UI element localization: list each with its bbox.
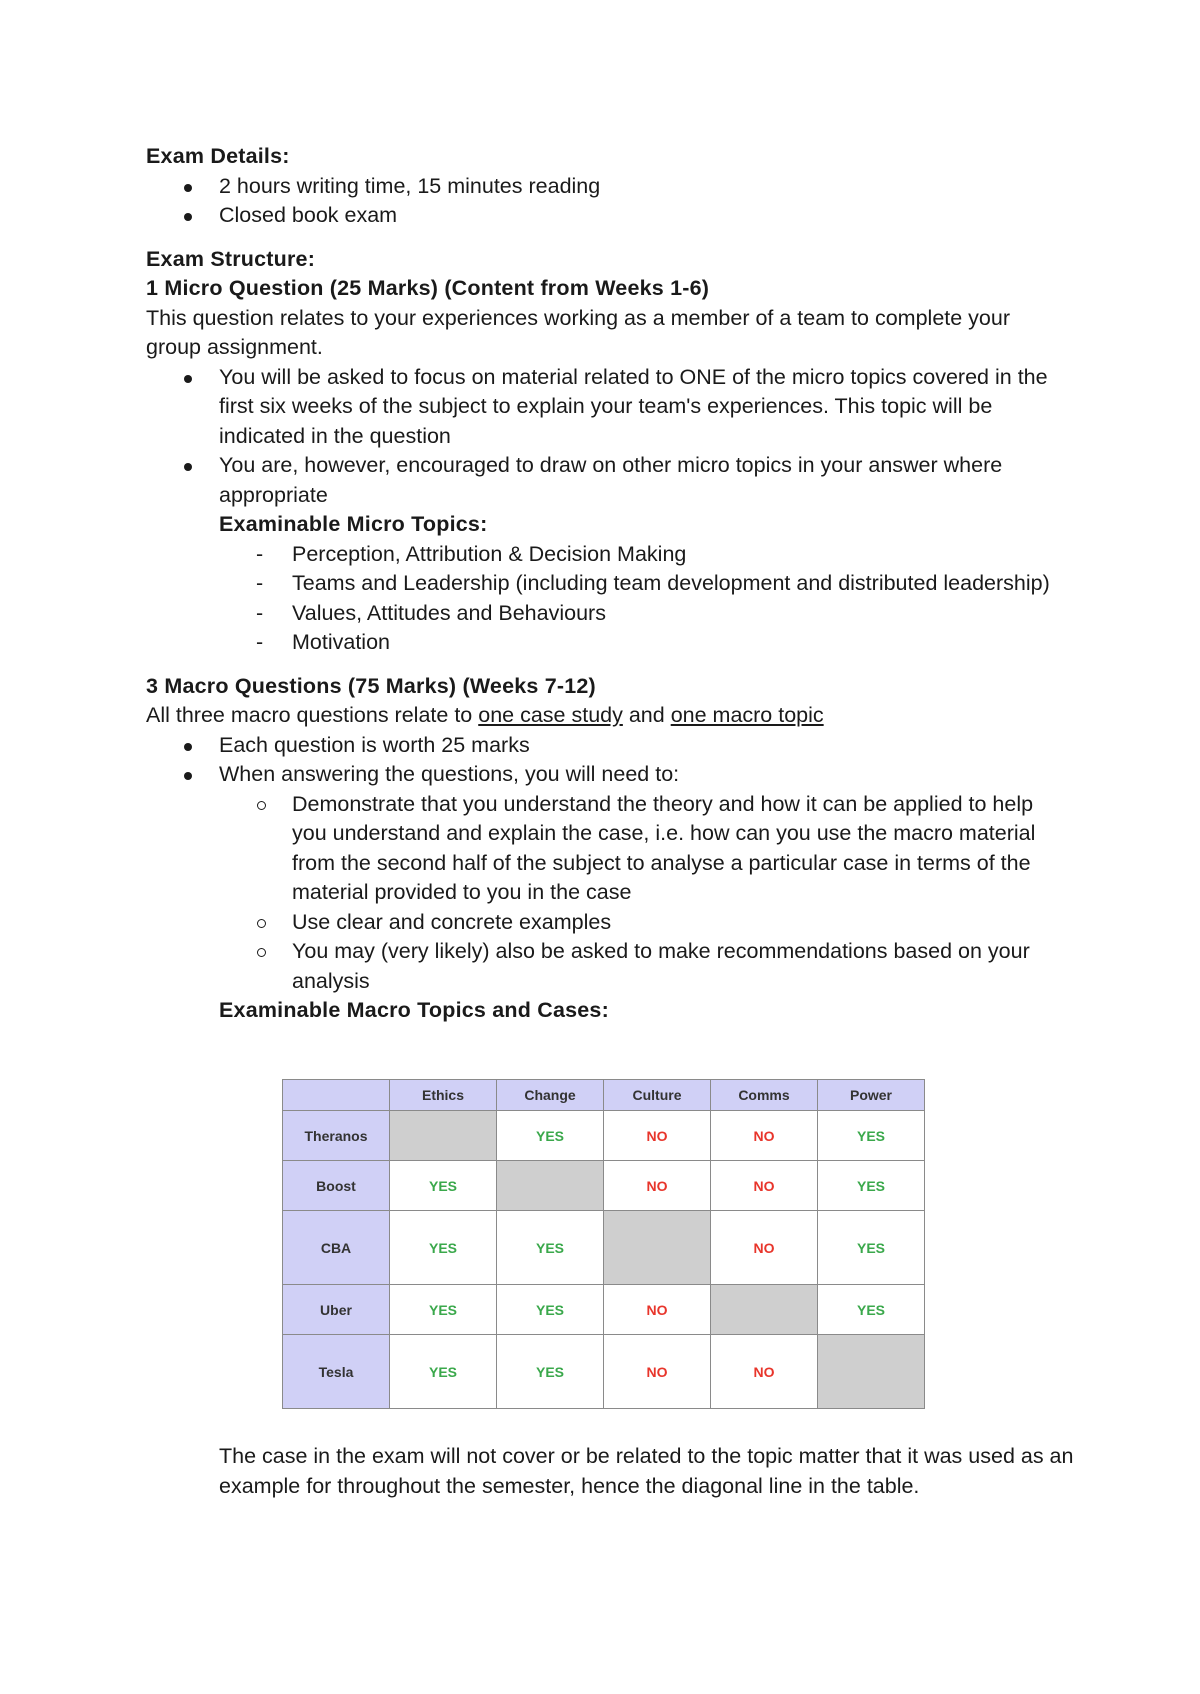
no-cell: NO [711,1111,818,1161]
yes-cell: YES [390,1211,497,1285]
macro-question-heading: 3 Macro Questions (75 Marks) (Weeks 7-12) [146,673,596,698]
yes-cell: YES [497,1335,604,1409]
list-item: - Motivation [146,628,1066,658]
table-row [283,1211,925,1285]
micro-topics-list [146,540,1066,658]
no-cell: NO [604,1111,711,1161]
macro-intro [146,701,1066,731]
yes-cell: YES [390,1285,497,1335]
no-cell: NO [604,1161,711,1211]
table-row [283,1335,925,1409]
column-header: Ethics [390,1080,497,1111]
list-item: - Values, Attitudes and Behaviours [146,599,1066,629]
exam-structure-heading: Exam Structure: [146,246,316,271]
yes-cell: YES [390,1335,497,1409]
list-item: - Teams and Leadership (including team development and distributed leadership) [146,569,1066,599]
table-note: The case in the exam will not cover or be related to the topic matter that it was used as an example for throughout the semester, hence the diagonal line in the table. [219,1444,1074,1498]
row-header: Uber [283,1285,390,1335]
micro-question-heading: 1 Micro Question (25 Marks) (Content from Weeks 1-6) [146,276,710,300]
row-header: Boost [283,1161,390,1211]
yes-cell: YES [497,1211,604,1285]
row-header: Tesla [283,1335,390,1409]
column-header: Comms [711,1080,818,1111]
blank-cell [711,1285,818,1335]
column-header: Change [497,1080,604,1111]
list-item: When answering the questions, you will need to: [146,760,1066,790]
macro-sub-bullets [146,790,1066,997]
exam-details-heading: Exam Details: [146,144,290,168]
macro-intro-topic: one macro topic [670,703,824,727]
macro-intro-and: and [622,703,671,727]
yes-cell: YES [818,1111,925,1161]
column-header: Culture [604,1080,711,1111]
list-item: Each question is worth 25 marks [146,731,1066,761]
yes-cell: YES [818,1161,925,1211]
list-item: 2 hours writing time, 15 minutes reading [146,172,1066,202]
macro-bullets [146,731,1066,790]
micro-topics-heading: Examinable Micro Topics: [219,512,488,536]
table-corner-cell [283,1080,390,1111]
document-body [146,142,1066,1026]
list-item: You may (very likely) also be asked to make recommendations based on your analysis [146,937,1066,996]
no-cell: NO [604,1285,711,1335]
micro-bullets [146,363,1066,511]
blank-cell [818,1335,925,1409]
macro-intro-text: All three macro questions relate to [146,703,479,727]
list-item: You are, however, encouraged to draw on other micro topics in your answer where appropriate [146,451,1066,510]
blank-cell [497,1161,604,1211]
blank-cell [604,1211,711,1285]
list-item: Demonstrate that you understand the theory and how it can be applied to help you understand and explain the case, i.e. how can you use the macro material from the second half of the subject to analyse a particular case in terms of the material provided to you in the case [146,790,1066,908]
list-item: - Perception, Attribution & Decision Making [146,540,1066,570]
table-row [283,1111,925,1161]
list-item: Closed book exam [146,201,1066,231]
no-cell: NO [604,1335,711,1409]
row-header: Theranos [283,1111,390,1161]
yes-cell: YES [390,1161,497,1211]
no-cell: NO [711,1335,818,1409]
yes-cell: YES [497,1285,604,1335]
yes-cell: YES [497,1111,604,1161]
column-header: Power [818,1080,925,1111]
table-row [283,1161,925,1211]
row-header: CBA [283,1211,390,1285]
yes-cell: YES [818,1211,925,1285]
topics-cases-table [282,1079,925,1409]
exam-details-list [146,172,1066,231]
list-item: You will be asked to focus on material related to ONE of the micro topics covered in the first six weeks of the subject to explain your team's experiences. This topic will be indicated in the question [146,363,1066,452]
list-item: Use clear and concrete examples [146,908,1066,938]
table-row [283,1285,925,1335]
macro-intro-case-study: one case study [478,703,623,727]
no-cell: NO [711,1211,818,1285]
micro-intro: This question relates to your experiences working as a member of a team to complete your group assignment. [146,305,1010,359]
macro-topics-heading: Examinable Macro Topics and Cases: [219,998,609,1022]
yes-cell: YES [818,1285,925,1335]
blank-cell [390,1111,497,1161]
no-cell: NO [711,1161,818,1211]
